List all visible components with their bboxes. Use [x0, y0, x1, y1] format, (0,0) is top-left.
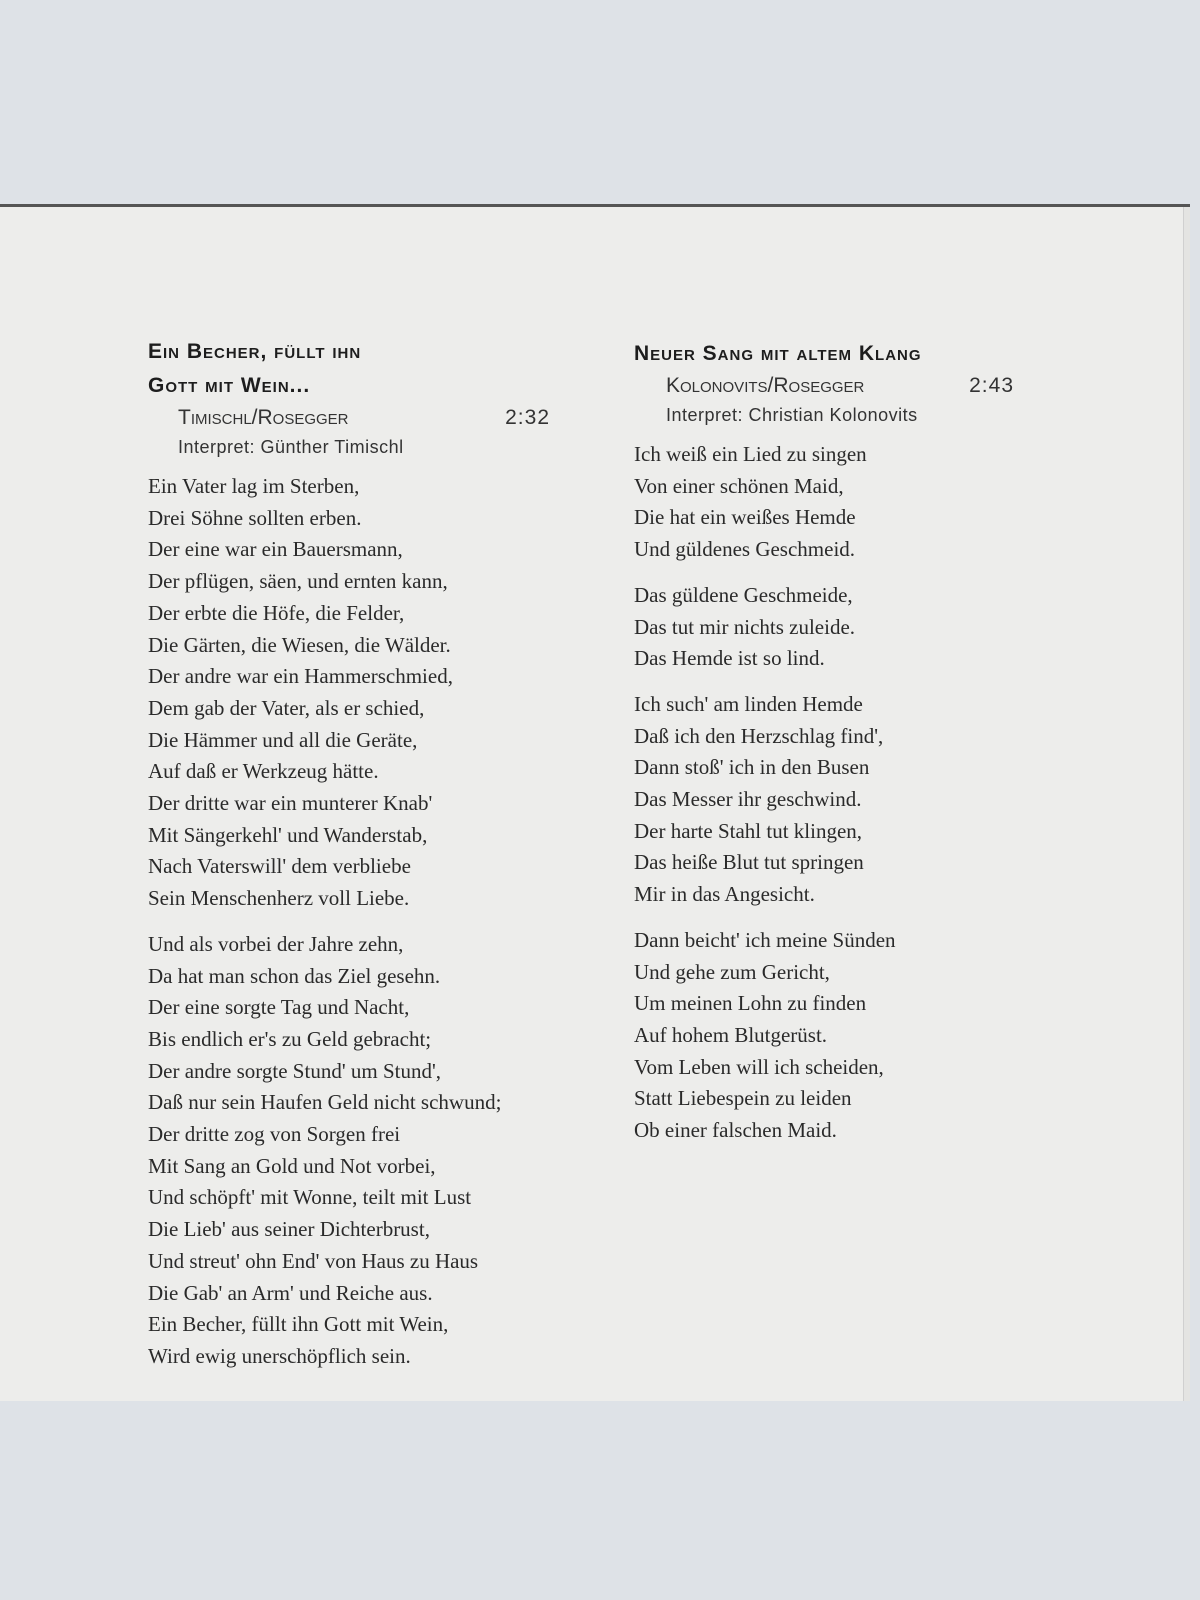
lyrics-line: Das tut mir nichts zuleide. [634, 614, 856, 639]
song-title-line: Gott mit Wein... [148, 374, 311, 397]
lyrics-line: Um meinen Lohn zu finden [634, 991, 867, 1016]
lyrics-line: Der erbte die Höfe, die Felder, [148, 600, 405, 625]
lyrics-line: Dann beicht' ich meine Sünden [634, 927, 896, 952]
lyrics-line: Die Gab' an Arm' und Reiche aus. [148, 1280, 433, 1305]
lyrics-line: Der andre sorgte Stund' um Stund', [148, 1058, 441, 1083]
lyrics-stanza [634, 439, 1074, 566]
lyrics-line: Bis endlich er's zu Geld gebracht; [148, 1026, 432, 1051]
lyrics-line: Mit Sang an Gold und Not vorbei, [148, 1153, 436, 1178]
lyrics-line: Da hat man schon das Ziel gesehn. [148, 963, 441, 988]
lyrics-line: Sein Menschenherz voll Liebe. [148, 886, 410, 911]
song-authors: Timischl/Rosegger [178, 406, 349, 429]
lyrics-line: Ein Becher, füllt ihn Gott mit Wein, [148, 1312, 449, 1337]
lyrics-line: Und als vorbei der Jahre zehn, [148, 931, 404, 956]
lyrics-line: Wird ewig unerschöpflich sein. [148, 1343, 411, 1368]
lyrics-line: Und güldenes Geschmeid. [634, 537, 856, 562]
lyrics-line: Daß ich den Herzschlag find', [634, 723, 884, 748]
lyrics-line: Auf daß er Werkzeug hätte. [148, 759, 379, 784]
lyrics-stanza [148, 471, 588, 915]
lyrics-line: Ob einer falschen Maid. [634, 1118, 837, 1143]
song-interpreter: Interpret: Christian Kolonovits [666, 405, 918, 425]
song-duration: 2:32 [505, 406, 550, 429]
song-duration: 2:43 [969, 374, 1014, 397]
lyrics-line: Dem gab der Vater, als er schied, [148, 695, 425, 720]
lyrics-line: Mir in das Angesicht. [634, 882, 815, 907]
lyrics-line: Der eine war ein Bauersmann, [148, 537, 403, 562]
lyrics-line: Mit Sängerkehl' und Wanderstab, [148, 822, 428, 847]
lyrics-line: Der eine sorgte Tag und Nacht, [148, 995, 410, 1020]
lyrics-line: Die hat ein weißes Hemde [634, 505, 856, 530]
lyrics-stanza [634, 580, 1074, 675]
song-1 [148, 335, 588, 1373]
lyrics-line: Die Gärten, die Wiesen, die Wälder. [148, 632, 451, 657]
lyrics-stanza [634, 925, 1074, 1147]
booklet-page [0, 204, 1190, 1401]
lyrics-line: Das güldene Geschmeide, [634, 582, 853, 607]
song-2 [634, 337, 1074, 1147]
lyrics-line: Drei Söhne sollten erben. [148, 505, 362, 530]
song-interpreter: Interpret: Günther Timischl [178, 437, 404, 457]
song-authors: Kolonovits/Rosegger [666, 374, 865, 397]
lyrics-line: Dann stoß' ich in den Busen [634, 755, 870, 780]
lyrics-line: Das Hemde ist so lind. [634, 646, 825, 671]
lyrics-line: Die Lieb' aus seiner Dichterbrust, [148, 1217, 430, 1242]
song-credits [666, 371, 1074, 401]
lyrics-line: Auf hohem Blutgerüst. [634, 1022, 828, 1047]
lyrics-stanza [634, 689, 1074, 911]
lyrics-line: Und schöpft' mit Wonne, teilt mit Lust [148, 1185, 472, 1210]
lyrics-line: Daß nur sein Haufen Geld nicht schwund; [148, 1090, 502, 1115]
lyrics-line: Der andre war ein Hammerschmied, [148, 664, 453, 689]
lyrics-line: Nach Vaterswill' dem verbliebe [148, 854, 411, 879]
song-credits [178, 403, 588, 433]
lyrics-line: Und gehe zum Gericht, [634, 959, 830, 984]
lyrics-line: Die Hämmer und all die Geräte, [148, 727, 418, 752]
lyrics-line: Das Messer ihr geschwind. [634, 787, 862, 812]
lyrics-line: Der harte Stahl tut klingen, [634, 818, 863, 843]
lyrics-line: Ich weiß ein Lied zu singen [634, 442, 867, 466]
lyrics-line: Der dritte war ein munterer Knab' [148, 791, 433, 816]
lyrics-line: Vom Leben will ich scheiden, [634, 1054, 884, 1079]
lyrics-line: Der dritte zog von Sorgen frei [148, 1122, 401, 1147]
song-title-line: Ein Becher, füllt ihn [148, 340, 362, 363]
lyrics-line: Statt Liebespein zu leiden [634, 1086, 852, 1111]
song-title-line: Neuer Sang mit altem Klang [634, 342, 922, 365]
lyrics-line: Das heiße Blut tut springen [634, 850, 864, 875]
lyrics-line: Von einer schönen Maid, [634, 473, 844, 498]
lyrics-line: Der pflügen, säen, und ernten kann, [148, 569, 448, 594]
lyrics-line: Ich such' am linden Hemde [634, 691, 863, 716]
lyrics-line: Und streut' ohn End' von Haus zu Haus [148, 1248, 479, 1273]
lyrics-line: Ein Vater lag im Sterben, [148, 474, 360, 498]
lyrics-stanza [148, 929, 588, 1373]
